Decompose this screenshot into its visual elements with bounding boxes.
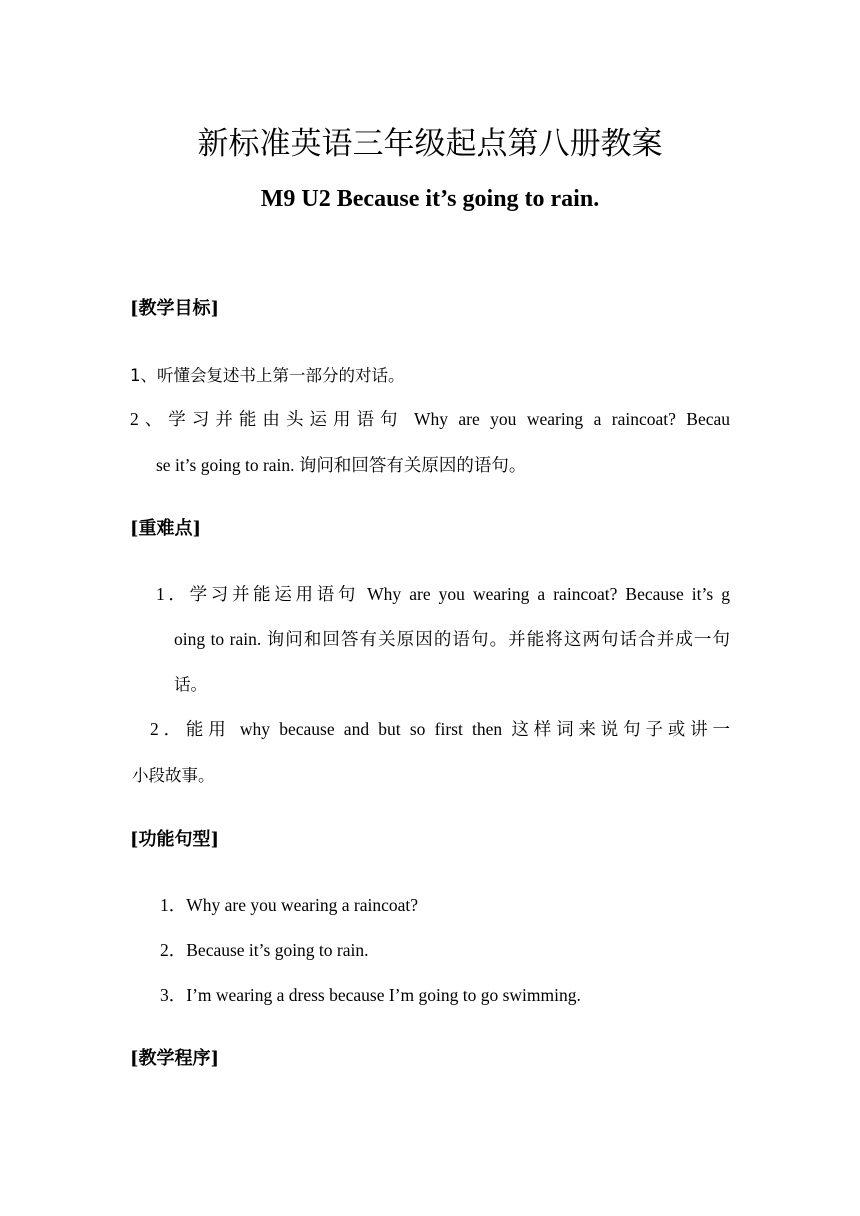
- sentence-pattern-item-1: 1．Why are you wearing a raincoat?: [160, 895, 419, 915]
- key-point-item-1-line-3-text: 话。: [174, 675, 207, 694]
- document-subtitle: M9 U2 Because it’s going to rain.: [260, 186, 600, 212]
- key-point-item-1-line-1: 1．学习并能运用语句 Why are you wearing a raincoat? Because it’s g: [156, 584, 730, 604]
- procedure-heading: [教学程序]: [130, 1048, 220, 1069]
- sentence-pattern-item-2: 2．Because it’s going to rain.: [160, 940, 369, 960]
- key-point-item-1-line-2: oing to rain. 询问和回答有关原因的语句。并能将这两句话合并成一句: [174, 629, 730, 649]
- objective-item-1-text: 1、听懂会复述书上第一部分的对话。: [130, 366, 405, 385]
- key-point-item-2-line-1: 2．能用 why because and but so first then 这样词来说句子或讲一: [150, 719, 730, 739]
- objectives-heading: [教学目标]: [130, 298, 220, 319]
- key-points-heading: [重难点]: [130, 518, 202, 539]
- key-point-item-2-line-2-text: 小段故事。: [132, 766, 215, 785]
- key-point-item-1-line-3: [174, 671, 207, 698]
- objective-item-2-line-1: 2、学习并能由头运用语句 Why are you wearing a raincoat? Becau: [130, 409, 730, 429]
- sentence-patterns-heading: [功能句型]: [130, 829, 220, 850]
- sentence-pattern-item-3: 3．I’m wearing a dress because I’m going to go swimming.: [160, 985, 581, 1005]
- document-title: 新标准英语三年级起点第八册教案: [197, 126, 663, 162]
- objective-item-2-line-2: se it’s going to rain. 询问和回答有关原因的语句。: [156, 455, 527, 475]
- key-point-item-2-line-2: [132, 762, 215, 789]
- objective-item-1: [130, 362, 405, 389]
